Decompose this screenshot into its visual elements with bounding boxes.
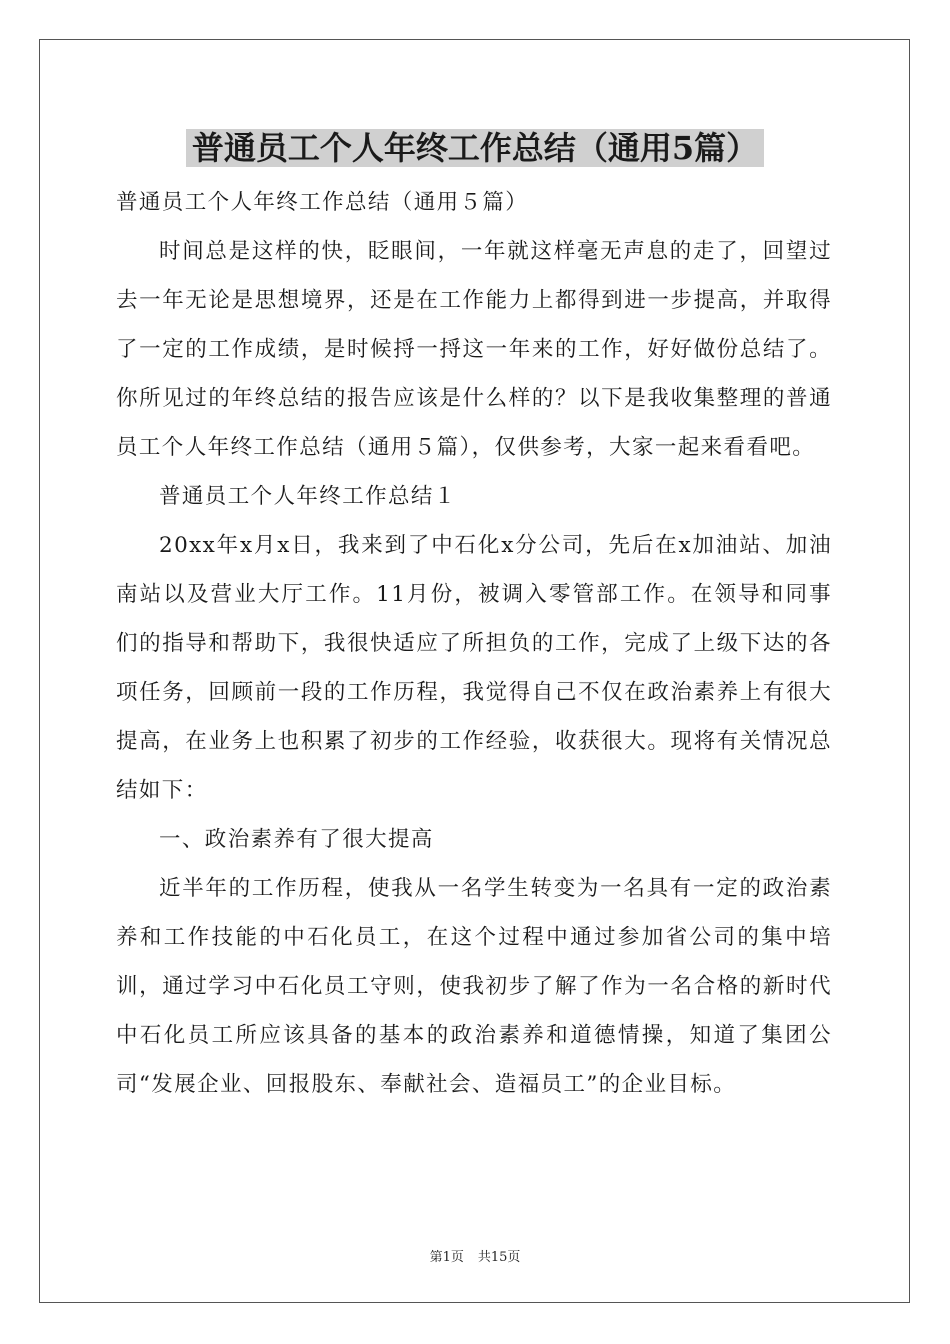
document-title-text: 普通员工个人年终工作总结（通用5篇） — [186, 129, 764, 167]
section-heading-1: 普通员工个人年终工作总结１ — [159, 484, 457, 509]
subheading-political: 一、政治素养有了很大提高 — [159, 827, 434, 852]
document-subtitle: 普通员工个人年终工作总结（通用５篇） — [116, 190, 529, 215]
intro-paragraph: 时间总是这样的快，眨眼间，一年就这样毫无声息的走了，回望过去一年无论是思想境界，还是在工作能力上都得到进一步提高，并取得了一定的工作成绩，是时候捋一捋这一年来的工作，好好做份总结了。你所见过的年终总结的报告应该是什么样的？以下是我收集整理的普通员工个人年终工作总结（通用５篇），仅供参考，大家一起来看看吧。 — [116, 239, 832, 460]
body-paragraph-2: 近半年的工作历程，使我从一名学生转变为一名具有一定的政治素养和工作技能的中石化员工，在这个过程中通过参加省公司的集中培训，通过学习中石化员工守则，使我初步了解了作为一名合格的新时代中石化员工所应该具备的基本的政治素养和道德情操，知道了集团公司“发展企业、回报股东、奉献社会、造福员工”的企业目标。 — [116, 876, 832, 1097]
page-footer — [0, 1246, 950, 1265]
document-body — [116, 178, 832, 1109]
page-number: 第1页 — [429, 1250, 464, 1265]
document-title — [0, 126, 950, 170]
page-total: 共15页 — [477, 1250, 521, 1265]
body-paragraph-1: 20xx年x月x日，我来到了中石化x分公司，先后在x加油站、加油南站以及营业大厅工作。11月份，被调入零管部工作。在领导和同事们的指导和帮助下，我很快适应了所担负的工作，完成了上级下达的各项任务，回顾前一段的工作历程，我觉得自己不仅在政治素养上有很大提高，在业务上也积累了初步的工作经验，收获很大。现将有关情况总结如下： — [116, 533, 832, 803]
